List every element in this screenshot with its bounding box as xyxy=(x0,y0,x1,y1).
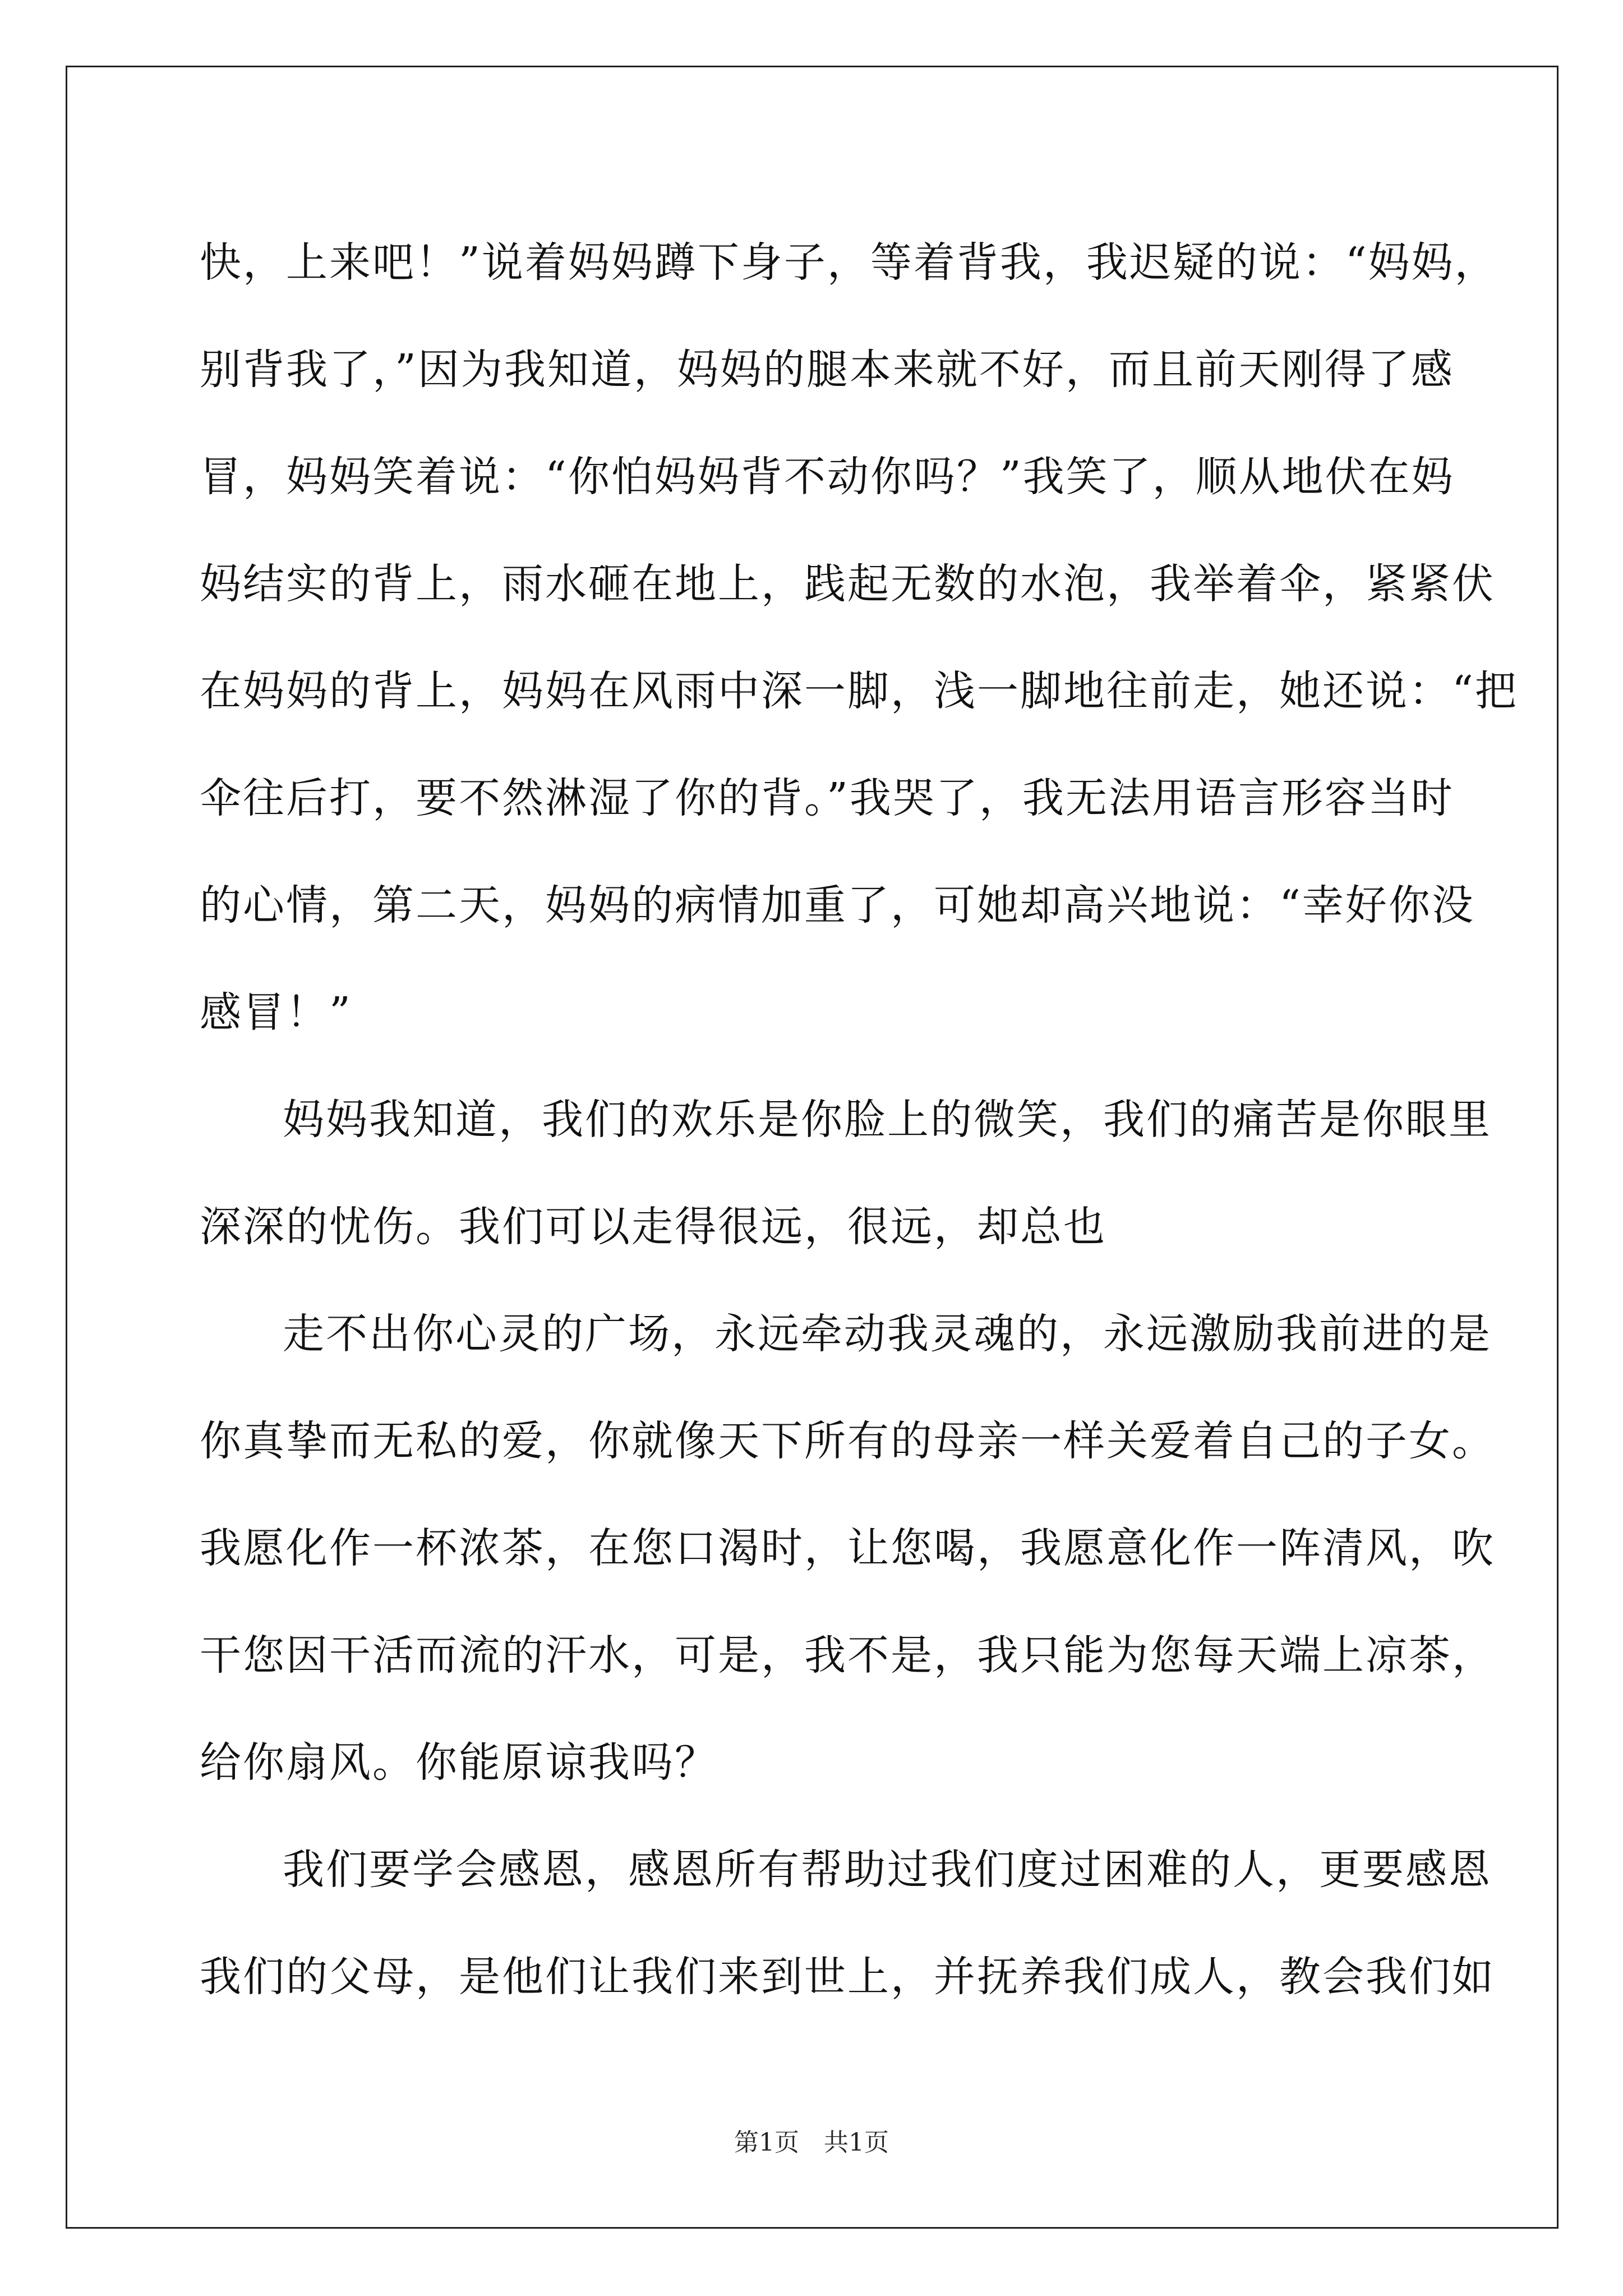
text-line: 我愿化作一杯浓茶，在您口渴时，让您喝，我愿意化作一阵清风，吹 xyxy=(200,1524,1495,1572)
text-line: 我们要学会感恩，感恩所有帮助过我们度过困难的人，更要感恩 xyxy=(283,1846,1492,1894)
text-line: 感冒！” xyxy=(200,988,352,1037)
text-line: 走不出你心灵的广场，永远牵动我灵魂的，永远激励我前进的是 xyxy=(283,1310,1492,1358)
document-body xyxy=(200,209,1518,2031)
text-line: 我们的父母，是他们让我们来到世上，并抚养我们成人，教会我们如 xyxy=(200,1953,1495,2001)
text-line: 干您因干活而流的汗水，可是，我不是，我只能为您每天端上凉茶， xyxy=(200,1631,1495,1680)
text-line: 冒，妈妈笑着说：“你怕妈妈背不动你吗？”我笑了，顺从地伏在妈 xyxy=(200,453,1455,501)
text-line: 你真挚而无私的爱，你就像天下所有的母亲一样关爱着自己的子女。 xyxy=(200,1417,1495,1465)
text-line: 在妈妈的背上，妈妈在风雨中深一脚，浅一脚地往前走，她还说：“把 xyxy=(200,667,1518,715)
text-line: 伞往后打，要不然淋湿了你的背。”我哭了，我无法用语言形容当时 xyxy=(200,774,1454,822)
text-line: 的心情，第二天，妈妈的病情加重了，可她却高兴地说：“幸好你没 xyxy=(200,881,1475,930)
text-line: 妈妈我知道，我们的欢乐是你脸上的微笑，我们的痛苦是你眼里 xyxy=(283,1096,1492,1144)
text-line: 深深的忧伤。我们可以走得很远，很远，却总也 xyxy=(200,1203,1106,1251)
text-line: 快，上来吧！”说着妈妈蹲下身子，等着背我，我迟疑的说：“妈妈， xyxy=(200,238,1498,287)
text-line: 妈结实的背上，雨水砸在地上，践起无数的水泡，我举着伞，紧紧伏 xyxy=(200,560,1495,608)
page-footer xyxy=(0,2126,1623,2160)
page-number-label: 第1页 共1页 xyxy=(734,2128,889,2157)
text-line: 给你扇风。你能原谅我吗？ xyxy=(200,1738,718,1787)
text-line: 别背我了，”因为我知道，妈妈的腿本来就不好，而且前天刚得了感 xyxy=(200,346,1454,394)
